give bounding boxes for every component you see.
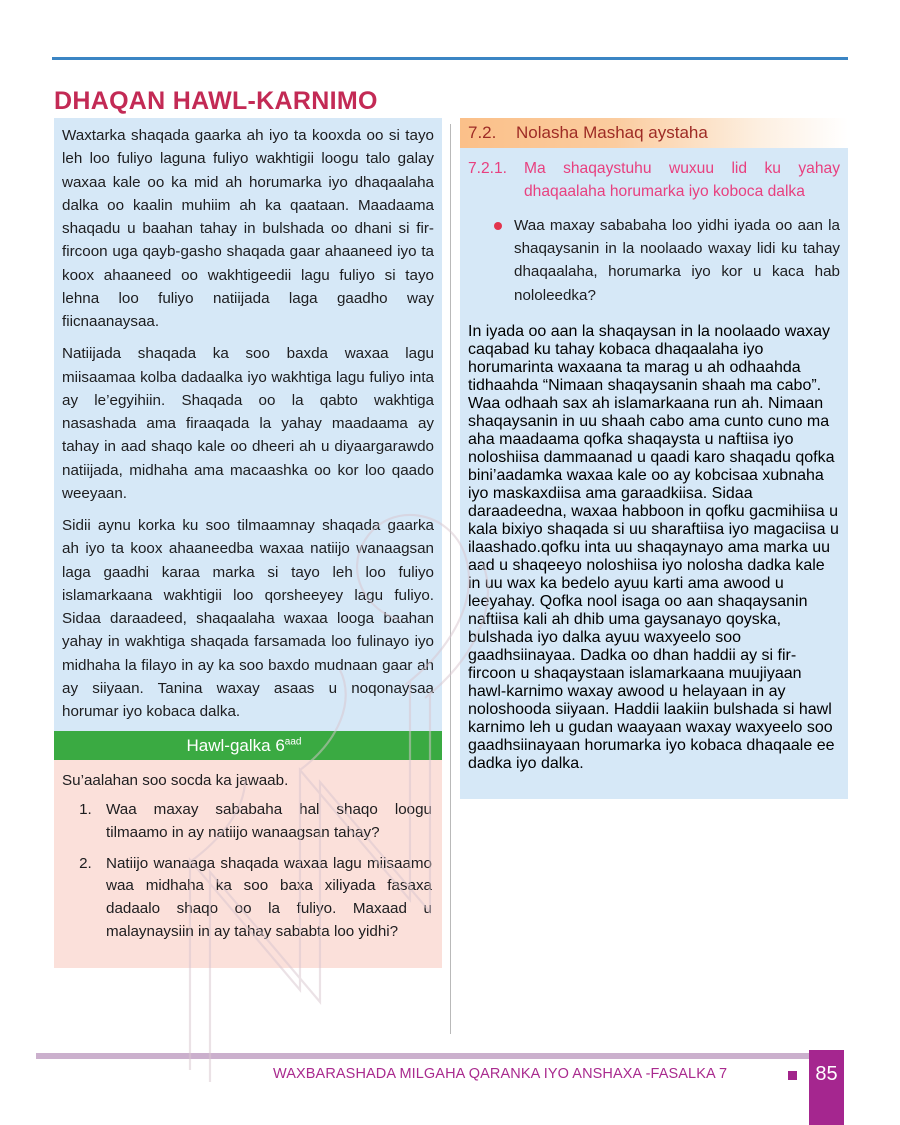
top-rule — [52, 57, 848, 60]
activity-question-list — [62, 799, 432, 944]
question-bullet-list — [468, 214, 840, 307]
section-heading — [460, 118, 848, 148]
footer-text: WAXBARASHADA MILGAHA QARANKA IYO ANSHAXA -FASALKA 7 — [273, 1066, 728, 1082]
subsection-heading — [468, 158, 840, 204]
page-title: DHAQAN HAWL-KARNIMO — [54, 86, 378, 115]
activity-box — [54, 760, 442, 968]
page-number-box — [809, 1050, 844, 1125]
footer-rule — [36, 1053, 828, 1059]
left-column — [54, 118, 442, 968]
section-title: Nolasha Mashaq aystaha — [516, 123, 708, 142]
list-item: 2. Natiijo wanaaga shaqada waxaa lagu miisaamo waa midhaha ka soo baxa xiliyada fasaxa dadaalo shaqo oo la fuliyo. Maxaad u malaynaysiin in ay tahay sababta loo yidhi? — [96, 853, 432, 944]
list-item: 1. Waa maxay sababaha hal shaqo loogu tilmaamo in ay natiijo wanaagsan tahay? — [96, 799, 432, 845]
right-column — [460, 118, 848, 799]
column-divider — [450, 124, 451, 1034]
activity-banner-label: Hawl-galka 6 — [186, 736, 285, 756]
left-body-text — [54, 118, 442, 731]
paragraph: Waxtarka shaqada gaarka ah iyo ta kooxda oo si tayo leh loo fuliyo laguna fuliyo wakhtigii loogu talo galay waxaa kale oo ka mid ah horumarka iyo dhaqaalaha dalka oo kaalin muhiim ah ka qaataan. Maadaama shaqadu u baahan tahay in bulshada oo dhani si fir-fircoon uga qayb-gasho shaqada gaar ahaaneed iyo ta koox ahaaneed oo wakhtigeedii lagu fuliyo si tayo lehna loo fuliyo natiijada laga gaadho way fiicnaanaysaa. — [62, 127, 434, 330]
section-number: 7.2. — [468, 123, 497, 142]
activity-banner — [54, 731, 442, 760]
activity-banner-superscript: aad — [284, 736, 302, 748]
paragraph: Natiijada shaqada ka soo baxda waxaa lagu miisaamaa kolba dadaalka iyo wakhtiga lagu fuliyo inta ay le’egyihiin. Shaqada oo la qabto wakhtiga nasashada ama firaaqada la yahay maadaama ay tahay in aad shaqo kale oo dheeri ah u diyaargarawdo natiijada, midhaha ama macaashka oo kor loo qaado weeyaan. — [62, 345, 434, 502]
activity-intro: Su’aalahan soo socda ka jawaab. — [62, 772, 289, 790]
footer-square-bullet — [788, 1071, 797, 1080]
paragraph: Sidii aynu korka ku soo tilmaamnay shaqada gaarka ah iyo ta koox ahaaneedba waxaa natiijo wanaagsan laga gaadhi karaa marka si tayo leh loo fuliyo islamarkaana wakhtigii loo qorsheeyey lagu fuliyo. Sidaa daraadeed, shaqaalaha waxaa looga baahan yahay in wakhtiga shaqada farsamada loo fulinayo iyo midhaha la filayo in ay ka soo baxdo mudnaan gaar ah ay siiyaan. Tanina waxay asaas u noqonaysaa horumar iyo kobaca dalka. — [62, 517, 434, 720]
subsection-title: Ma shaqaystuhu wuxuu lid ku yahay dhaqaalaha horumarka iyo koboca dalka — [524, 160, 840, 200]
page-number: 85 — [815, 1063, 838, 1085]
list-item: Waa maxay sababaha loo yidhi iyada oo aan la shaqaysanin in la noolaado waxay lidi ku tahay dhaqaalaha, horumarka iyo kor u kaca hab nololeedka? — [514, 214, 840, 307]
subsection-number: 7.2.1. — [468, 160, 508, 177]
paragraph: In iyada oo aan la shaqaysan in la noolaado waxay caqabad ku tahay kobaca dhaqaalaha iyo horumarinta waxaana ta marag u ah odhaahda tidhaahda “Nimaan shaqaysanin shaah ma cabo”. Waa odhaah sax ah islamarkaana run ah. Nimaan shaqaysanin in uu shaah cabo ama cunto cuno ma aha maadaama qofka shaqaysta u naftiisa iyo noloshiisa dammaanad u qaadi karo shaqadu qofka bini’aadamka waxaa kale oo ay kobcisaa xubnaha iyo maskaxdiisa ama garaadkiisa. Sidaa daraadeedna, waxaa habboon in qofku gacmihiisa u kala bixiyo shaqada si uu sharaftiisa iyo magaciisa u ilaashado.qofku inta uu shaqaynayo ama marka uu aad u shaqeeyo noloshiisa iyo nolosha dadka kale in uu wax ka bedelo ayuu karti ama awood u leeyahay. Qofka nool isaga oo aan shaqaysanin naftiisa kali ah dhib uma gaysanayo qoyska, bulshada iyo dalka ayuu waxyeelo soo gaadhsiinayaa. Dadka oo dhan haddii ay si fir-fircoon u shaqaystaan islamarkaana muujiyaan hawl-karnimo waxay awood u helayaan in ay noloshooda siiyaan. Haddii laakiin bulshada si hawl karnimo leh u gudan waayaan waxay waxyeelo soo gaadhsiinayaan horumarka iyo kobaca dhaqaale ee dadka iyo dalka. — [468, 322, 839, 772]
right-body-text — [460, 148, 848, 799]
